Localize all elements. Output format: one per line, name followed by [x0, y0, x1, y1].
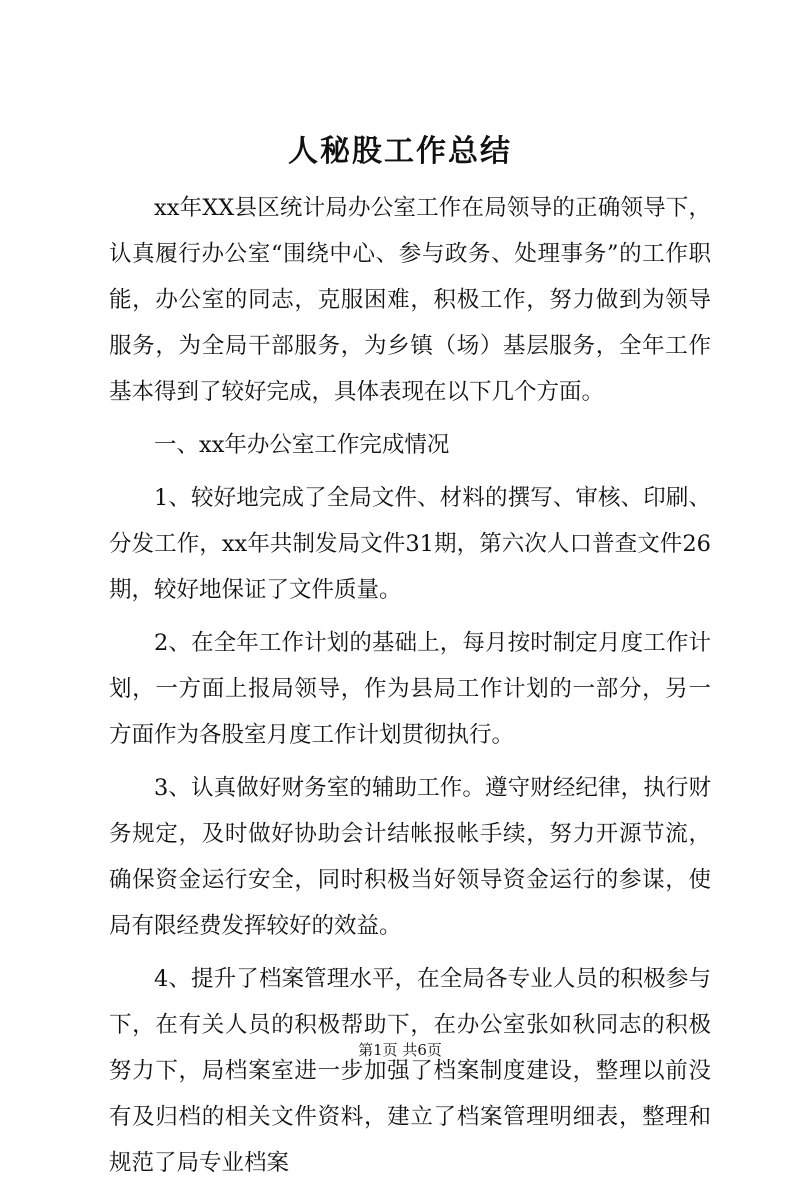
page-footer: 第1页 共6页: [358, 1041, 442, 1059]
paragraph-item-2: 2、在全年工作计划的基础上，每月按时制定月度工作计划，一方面上报局领导，作为县局工作计划的一部分，另一方面作为各股室月度工作计划贯彻执行。: [109, 630, 711, 748]
paragraph-item-4: 4、提升了档案管理水平，在全局各专业人员的积极参与下，在有关人员的积极帮助下，在办公室张如秋同志的积极努力下，局档案室进一步加强了档案制度建设，整理以前没有及归档的相关文件资料，建立了档案管理明细表，整理和规范了局专业档案: [109, 966, 711, 1176]
section-heading: 一、xx年办公室工作完成情况: [154, 432, 450, 458]
paragraph-item-3: 3、认真做好财务室的辅助工作。遵守财经纪律，执行财务规定，及时做好协助会计结帐报帐手续，努力开源节流，确保资金运行安全，同时积极当好领导资金运行的参谋，使局有限经费发挥较好的效益。: [109, 775, 711, 939]
document-title: 人秘股工作总结: [288, 134, 512, 169]
paragraph-intro: xx年XX县区统计局办公室工作在局领导的正确领导下，认真履行办公室“围绕中心、参与政务、处理事务”的工作职能，办公室的同志，克服困难，积极工作，努力做到为领导服务，为全局干部服务，为乡镇（场）基层服务，全年工作基本得到了较好完成，具体表现在以下几个方面。: [109, 195, 711, 405]
paragraph-item-1: 1、较好地完成了全局文件、材料的撰写、审核、印刷、分发工作，xx年共制发局文件31期，第六次人口普查文件26期，较好地保证了文件质量。: [109, 485, 711, 603]
